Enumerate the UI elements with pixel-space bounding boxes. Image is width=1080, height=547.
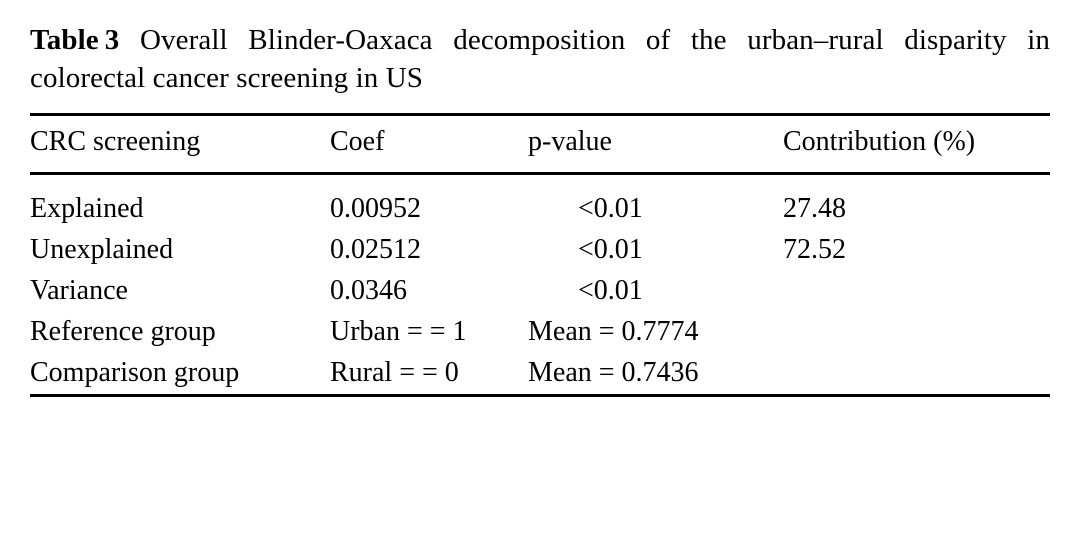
row-pvalue: <0.01: [578, 275, 643, 307]
table-row: [30, 174, 1050, 231]
column-header-contribution: Contribution (%): [783, 126, 976, 158]
column-header-crc-screening: CRC screening: [30, 126, 201, 158]
row-pvalue: Mean = 0.7774: [528, 316, 699, 348]
table-row: [30, 271, 1050, 312]
caption-text: Overall Blinder-Oaxaca decomposition of the urban–rural disparity in colorectal cancer screening in US: [30, 24, 1050, 94]
row-pvalue: Mean = 0.7436: [528, 357, 699, 389]
table-body: [30, 174, 1050, 398]
data-table: [30, 113, 1050, 397]
row-pvalue: <0.01: [578, 193, 643, 225]
row-label: Explained: [30, 193, 144, 225]
row-coef: Rural = = 0: [330, 357, 459, 389]
column-header-coef: Coef: [330, 126, 385, 158]
row-label: Reference group: [30, 316, 216, 348]
row-contribution: [783, 353, 1050, 396]
row-coef: 0.02512: [330, 234, 421, 266]
row-label: Variance: [30, 275, 128, 307]
table-row: [30, 353, 1050, 396]
column-header-p-value: p-value: [528, 126, 612, 158]
table-caption: [30, 22, 1050, 97]
table-bottom-rule: [30, 396, 1050, 398]
table-row: [30, 230, 1050, 271]
table-header: [30, 115, 1050, 174]
caption-number: 3: [104, 24, 120, 56]
row-coef: Urban = = 1: [330, 316, 467, 348]
row-contribution: 72.52: [783, 234, 846, 266]
row-contribution: [783, 312, 1050, 353]
header-row: [30, 115, 1050, 174]
row-contribution: [783, 271, 1050, 312]
row-coef: 0.00952: [330, 193, 421, 225]
row-label: Comparison group: [30, 357, 240, 389]
row-label: Unexplained: [30, 234, 174, 266]
table-row: [30, 312, 1050, 353]
row-coef: 0.0346: [330, 275, 407, 307]
row-pvalue: <0.01: [578, 234, 643, 266]
caption-label: Table: [30, 24, 99, 56]
row-contribution: 27.48: [783, 193, 846, 225]
